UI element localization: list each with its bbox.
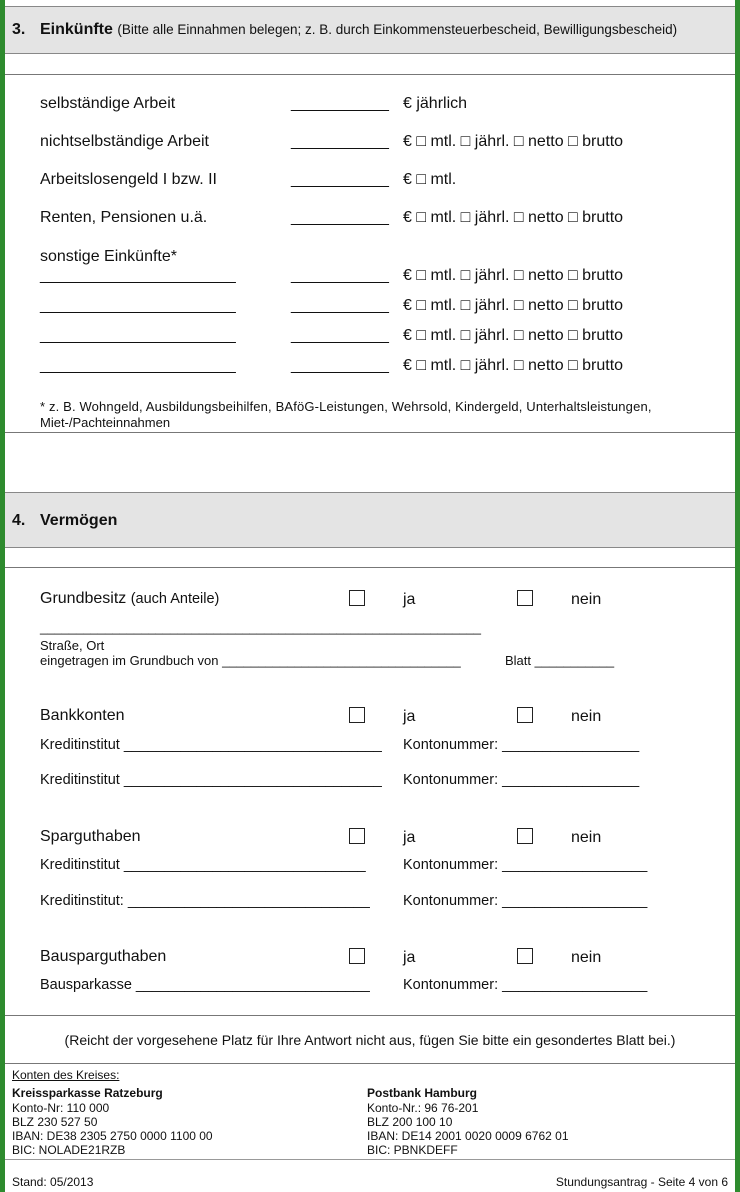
property-no-checkbox[interactable] — [517, 590, 533, 606]
income-options[interactable]: € □ mtl. □ jährl. □ netto □ brutto — [403, 297, 624, 314]
savings-institute-field[interactable]: Kreditinstitut: ______________________________ — [40, 893, 370, 909]
income-label: Renten, Pensionen u.ä. — [40, 209, 208, 226]
bank-detail: Konto-Nr: 110 000 — [12, 1101, 110, 1115]
building-no-checkbox[interactable] — [517, 948, 533, 964]
bank-yes-checkbox[interactable] — [349, 707, 365, 723]
income-amount-field[interactable]: ___________ — [291, 209, 389, 226]
bank-detail: BLZ 200 100 10 — [367, 1115, 453, 1129]
income-options[interactable]: € □ mtl. □ jährl. □ netto □ brutto — [403, 327, 624, 344]
other-income-label-field[interactable]: ______________________ — [40, 297, 236, 314]
savings-account-number-field[interactable]: Kontonummer: __________________ — [403, 857, 648, 873]
income-options[interactable]: € □ mtl. □ jährl. □ netto □ brutto — [403, 209, 624, 226]
savings-no-checkbox[interactable] — [517, 828, 533, 844]
income-label: selbständige Arbeit — [40, 95, 176, 112]
bank-name: Kreissparkasse Ratzeburg — [12, 1086, 163, 1100]
property-registry-field[interactable]: eingetragen im Grundbuch von _________________________________ — [40, 653, 461, 668]
page-number: Stundungsantrag - Seite 4 von 6 — [555, 1175, 728, 1189]
divider — [5, 74, 735, 75]
bank-detail: BLZ 230 527 50 — [12, 1115, 98, 1129]
yes-label: ja — [403, 708, 416, 725]
other-income-label-field[interactable]: ______________________ — [40, 327, 236, 344]
section-note: (Bitte alle Einnahmen belegen; z. B. durch Einkommensteuerbescheid, Bewilligungsbescheid) — [117, 22, 678, 37]
bank-account-number-field[interactable]: Kontonummer: _________________ — [403, 772, 640, 788]
income-label: nichtselbständige Arbeit — [40, 133, 209, 150]
income-options[interactable]: € jährlich — [403, 95, 468, 112]
income-amount-field[interactable]: ___________ — [291, 327, 389, 344]
revision-date: Stand: 05/2013 — [12, 1175, 94, 1189]
income-amount-field[interactable]: ___________ — [291, 133, 389, 150]
property-label: Grundbesitz (auch Anteile) — [40, 590, 220, 607]
property-yes-checkbox[interactable] — [349, 590, 365, 606]
section-title: Einkünfte (Bitte alle Einnahmen belegen; z. B. durch Einkommensteuerbescheid, Bewilligungsbescheid) — [40, 21, 678, 38]
no-label: nein — [571, 591, 602, 608]
building-society-field[interactable]: Bausparkasse _____________________________ — [40, 977, 370, 993]
section-number: 3. — [12, 21, 26, 38]
income-options[interactable]: € □ mtl. □ jährl. □ netto □ brutto — [403, 133, 624, 150]
building-yes-checkbox[interactable] — [349, 948, 365, 964]
income-amount-field[interactable]: ___________ — [291, 95, 389, 112]
income-amount-field[interactable]: ___________ — [291, 267, 389, 284]
section-header-income — [5, 6, 735, 54]
income-amount-field[interactable]: ___________ — [291, 297, 389, 314]
space-note: (Reicht der vorgesehene Platz für Ihre Antwort nicht aus, fügen Sie bitte ein gesondertes Blatt bei.) — [64, 1032, 676, 1048]
bank-no-checkbox[interactable] — [517, 707, 533, 723]
bank-detail: IBAN: DE38 2305 2750 0000 1100 00 — [12, 1129, 213, 1143]
income-options[interactable]: € □ mtl. □ jährl. □ netto □ brutto — [403, 357, 624, 374]
accounts-heading: Konten des Kreises: — [12, 1068, 120, 1082]
no-label: nein — [571, 708, 602, 725]
building-savings-label: Bausparguthaben — [40, 948, 167, 965]
income-amount-field[interactable]: ___________ — [291, 171, 389, 188]
no-label: nein — [571, 949, 602, 966]
bank-detail: IBAN: DE14 2001 0020 0009 6762 01 — [367, 1129, 569, 1143]
bank-institute-field[interactable]: Kreditinstitut ________________________________ — [40, 772, 382, 788]
property-address-field[interactable]: _____________________________________________________________ — [40, 620, 482, 635]
income-footnote: Miet-/Pachteinnahmen — [40, 415, 171, 430]
form-page — [5, 0, 735, 1192]
income-amount-field[interactable]: ___________ — [291, 357, 389, 374]
income-options[interactable]: € □ mtl. — [403, 171, 457, 188]
section-number: 4. — [12, 512, 26, 529]
other-income-label-field[interactable]: ______________________ — [40, 267, 236, 284]
yes-label: ja — [403, 829, 416, 846]
income-footnote: * z. B. Wohngeld, Ausbildungsbeihilfen, BAföG-Leistungen, Wehrsold, Kindergeld, Unterhaltsleistungen, — [40, 399, 652, 414]
divider — [5, 1015, 735, 1016]
property-sheet-field[interactable]: Blatt ___________ — [505, 653, 615, 668]
yes-label: ja — [403, 949, 416, 966]
savings-label: Sparguthaben — [40, 828, 141, 845]
divider — [5, 1063, 735, 1064]
no-label: nein — [571, 829, 602, 846]
property-address-label: Straße, Ort — [40, 638, 105, 653]
savings-account-number-field[interactable]: Kontonummer: __________________ — [403, 893, 648, 909]
bank-institute-field[interactable]: Kreditinstitut ________________________________ — [40, 737, 382, 753]
yes-label: ja — [403, 591, 416, 608]
bank-accounts-label: Bankkonten — [40, 707, 125, 724]
income-options[interactable]: € □ mtl. □ jährl. □ netto □ brutto — [403, 267, 624, 284]
bank-name: Postbank Hamburg — [367, 1086, 478, 1100]
savings-institute-field[interactable]: Kreditinstitut ______________________________ — [40, 857, 366, 873]
savings-yes-checkbox[interactable] — [349, 828, 365, 844]
income-label: Arbeitslosengeld I bzw. II — [40, 171, 217, 188]
building-account-number-field[interactable]: Kontonummer: __________________ — [403, 977, 648, 993]
other-income-label: sonstige Einkünfte* — [40, 248, 177, 265]
bank-account-number-field[interactable]: Kontonummer: _________________ — [403, 737, 640, 753]
divider — [5, 432, 735, 433]
bank-detail: Konto-Nr.: 96 76-201 — [367, 1101, 479, 1115]
bank-detail: BIC: PBNKDEFF — [367, 1143, 458, 1157]
divider — [5, 1159, 735, 1160]
divider — [5, 567, 735, 568]
bank-detail: BIC: NOLADE21RZB — [12, 1143, 126, 1157]
section-header-assets — [5, 492, 735, 548]
section-title: Vermögen — [40, 512, 118, 529]
other-income-label-field[interactable]: ______________________ — [40, 357, 236, 374]
